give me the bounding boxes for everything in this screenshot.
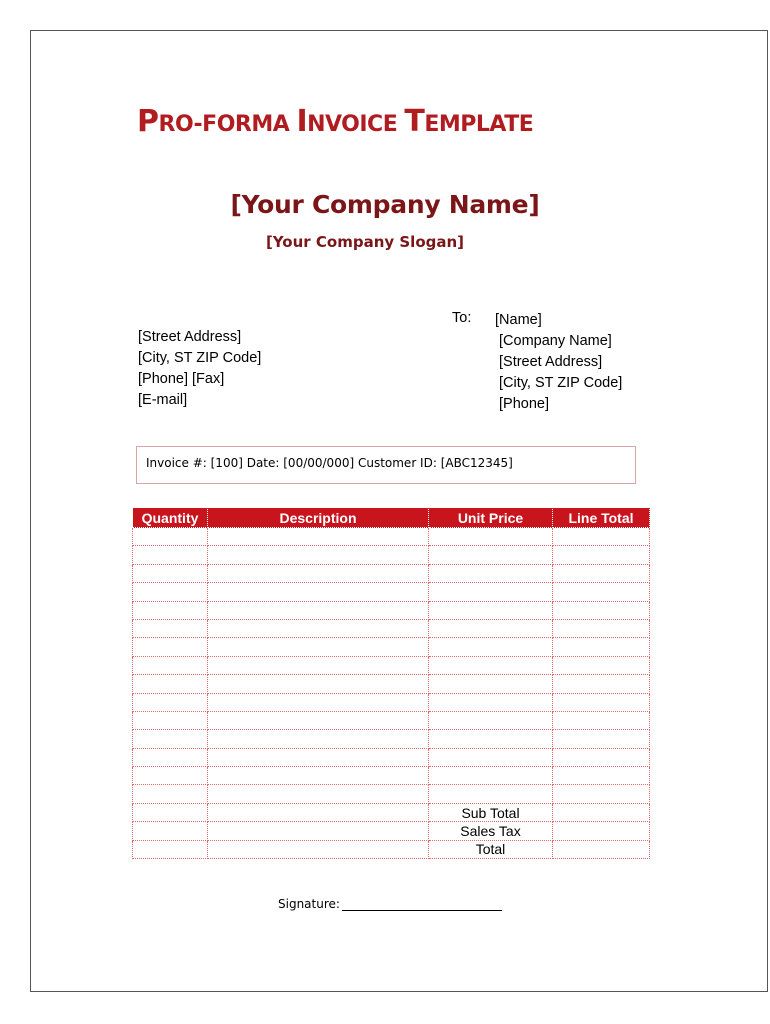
table-cell[interactable] bbox=[429, 693, 553, 711]
table-cell[interactable] bbox=[553, 767, 650, 785]
table-cell[interactable] bbox=[133, 528, 208, 546]
table-row bbox=[133, 730, 650, 748]
table-cell[interactable] bbox=[133, 564, 208, 582]
total-value[interactable] bbox=[553, 840, 650, 858]
sales-tax-label: Sales Tax bbox=[429, 822, 553, 840]
company-name: [Your Company Name] bbox=[230, 190, 540, 219]
table-cell[interactable] bbox=[208, 619, 429, 637]
table-cell[interactable] bbox=[429, 601, 553, 619]
table-row bbox=[133, 601, 650, 619]
table-row bbox=[133, 528, 650, 546]
recipient-name: [Name] bbox=[495, 312, 542, 328]
table-cell[interactable] bbox=[429, 767, 553, 785]
table-row bbox=[133, 711, 650, 729]
to-label: To: bbox=[452, 310, 472, 326]
table-cell[interactable] bbox=[133, 730, 208, 748]
table-cell[interactable] bbox=[208, 730, 429, 748]
table-cell[interactable] bbox=[553, 748, 650, 766]
recipient-company: [Company Name] bbox=[499, 333, 612, 349]
table-cell[interactable] bbox=[208, 711, 429, 729]
table-cell[interactable] bbox=[133, 840, 208, 858]
recipient-city: [City, ST ZIP Code] bbox=[499, 375, 623, 391]
table-cell[interactable] bbox=[133, 711, 208, 729]
summary-row-sales-tax bbox=[133, 822, 650, 840]
table-cell[interactable] bbox=[133, 822, 208, 840]
sender-city: [City, ST ZIP Code] bbox=[138, 350, 262, 366]
table-cell[interactable] bbox=[208, 767, 429, 785]
table-cell[interactable] bbox=[429, 583, 553, 601]
company-slogan: [Your Company Slogan] bbox=[265, 233, 465, 251]
table-cell[interactable] bbox=[208, 528, 429, 546]
table-cell[interactable] bbox=[429, 564, 553, 582]
recipient-address bbox=[495, 310, 622, 415]
summary-row-total bbox=[133, 840, 650, 858]
table-cell[interactable] bbox=[208, 546, 429, 564]
table-cell[interactable] bbox=[133, 675, 208, 693]
table-cell[interactable] bbox=[133, 656, 208, 674]
table-cell[interactable] bbox=[208, 675, 429, 693]
header-unit-price: Unit Price bbox=[429, 508, 553, 528]
table-cell[interactable] bbox=[208, 583, 429, 601]
table-cell[interactable] bbox=[133, 638, 208, 656]
table-cell[interactable] bbox=[553, 711, 650, 729]
table-cell[interactable] bbox=[429, 619, 553, 637]
recipient-street: [Street Address] bbox=[499, 354, 603, 370]
table-row bbox=[133, 748, 650, 766]
table-row bbox=[133, 656, 650, 674]
subtotal-label: Sub Total bbox=[429, 803, 553, 821]
table-cell[interactable] bbox=[553, 638, 650, 656]
table-cell[interactable] bbox=[208, 693, 429, 711]
table-row bbox=[133, 675, 650, 693]
table-cell[interactable] bbox=[133, 583, 208, 601]
table-cell[interactable] bbox=[429, 638, 553, 656]
table-cell[interactable] bbox=[208, 656, 429, 674]
table-row bbox=[133, 619, 650, 637]
table-cell[interactable] bbox=[208, 748, 429, 766]
table-cell[interactable] bbox=[553, 730, 650, 748]
recipient-phone: [Phone] bbox=[499, 396, 549, 412]
table-cell[interactable] bbox=[553, 675, 650, 693]
sender-phone-fax: [Phone] [Fax] bbox=[138, 371, 225, 387]
table-cell[interactable] bbox=[208, 601, 429, 619]
table-cell[interactable] bbox=[429, 675, 553, 693]
table-cell[interactable] bbox=[553, 546, 650, 564]
table-cell[interactable] bbox=[553, 601, 650, 619]
table-row bbox=[133, 546, 650, 564]
table-cell[interactable] bbox=[429, 748, 553, 766]
table-cell[interactable] bbox=[208, 785, 429, 803]
table-cell[interactable] bbox=[133, 546, 208, 564]
table-row bbox=[133, 767, 650, 785]
table-cell[interactable] bbox=[208, 564, 429, 582]
table-cell[interactable] bbox=[553, 583, 650, 601]
subtotal-value[interactable] bbox=[553, 803, 650, 821]
table-cell[interactable] bbox=[133, 619, 208, 637]
table-cell[interactable] bbox=[133, 601, 208, 619]
table-row bbox=[133, 564, 650, 582]
table-row bbox=[133, 638, 650, 656]
table-cell[interactable] bbox=[133, 767, 208, 785]
sales-tax-value[interactable] bbox=[553, 822, 650, 840]
table-cell[interactable] bbox=[553, 656, 650, 674]
table-cell[interactable] bbox=[208, 638, 429, 656]
sender-email: [E-mail] bbox=[138, 392, 188, 408]
table-row bbox=[133, 583, 650, 601]
header-description: Description bbox=[208, 508, 429, 528]
line-items-table bbox=[132, 507, 650, 859]
table-cell[interactable] bbox=[429, 711, 553, 729]
signature-block bbox=[278, 897, 502, 911]
table-row bbox=[133, 785, 650, 803]
table-cell[interactable] bbox=[133, 785, 208, 803]
table-cell[interactable] bbox=[208, 803, 429, 821]
invoice-meta-box: Invoice #: [100] Date: [00/00/000] Customer ID: [ABC12345] bbox=[136, 446, 636, 484]
table-cell[interactable] bbox=[553, 528, 650, 546]
table-cell[interactable] bbox=[208, 840, 429, 858]
table-cell[interactable] bbox=[133, 693, 208, 711]
table-cell[interactable] bbox=[553, 693, 650, 711]
table-cell[interactable] bbox=[429, 785, 553, 803]
table-cell[interactable] bbox=[429, 730, 553, 748]
document-title: PRO-FORMA INVOICE TEMPLATE bbox=[137, 104, 534, 139]
table-cell[interactable] bbox=[429, 656, 553, 674]
table-cell[interactable] bbox=[429, 528, 553, 546]
table-body bbox=[133, 528, 650, 859]
header-quantity: Quantity bbox=[133, 508, 208, 528]
summary-row-subtotal bbox=[133, 803, 650, 821]
table-cell[interactable] bbox=[208, 822, 429, 840]
sender-street: [Street Address] bbox=[138, 329, 242, 345]
signature-label: Signature: bbox=[278, 897, 340, 911]
table-cell[interactable] bbox=[553, 619, 650, 637]
table-header-row bbox=[133, 508, 650, 528]
total-label: Total bbox=[429, 840, 553, 858]
table-cell[interactable] bbox=[553, 785, 650, 803]
table-cell[interactable] bbox=[133, 803, 208, 821]
table-cell[interactable] bbox=[553, 564, 650, 582]
sender-address bbox=[138, 327, 268, 411]
signature-line[interactable] bbox=[342, 898, 502, 911]
table-cell[interactable] bbox=[429, 546, 553, 564]
table-cell[interactable] bbox=[133, 748, 208, 766]
header-line-total: Line Total bbox=[553, 508, 650, 528]
table-row bbox=[133, 693, 650, 711]
